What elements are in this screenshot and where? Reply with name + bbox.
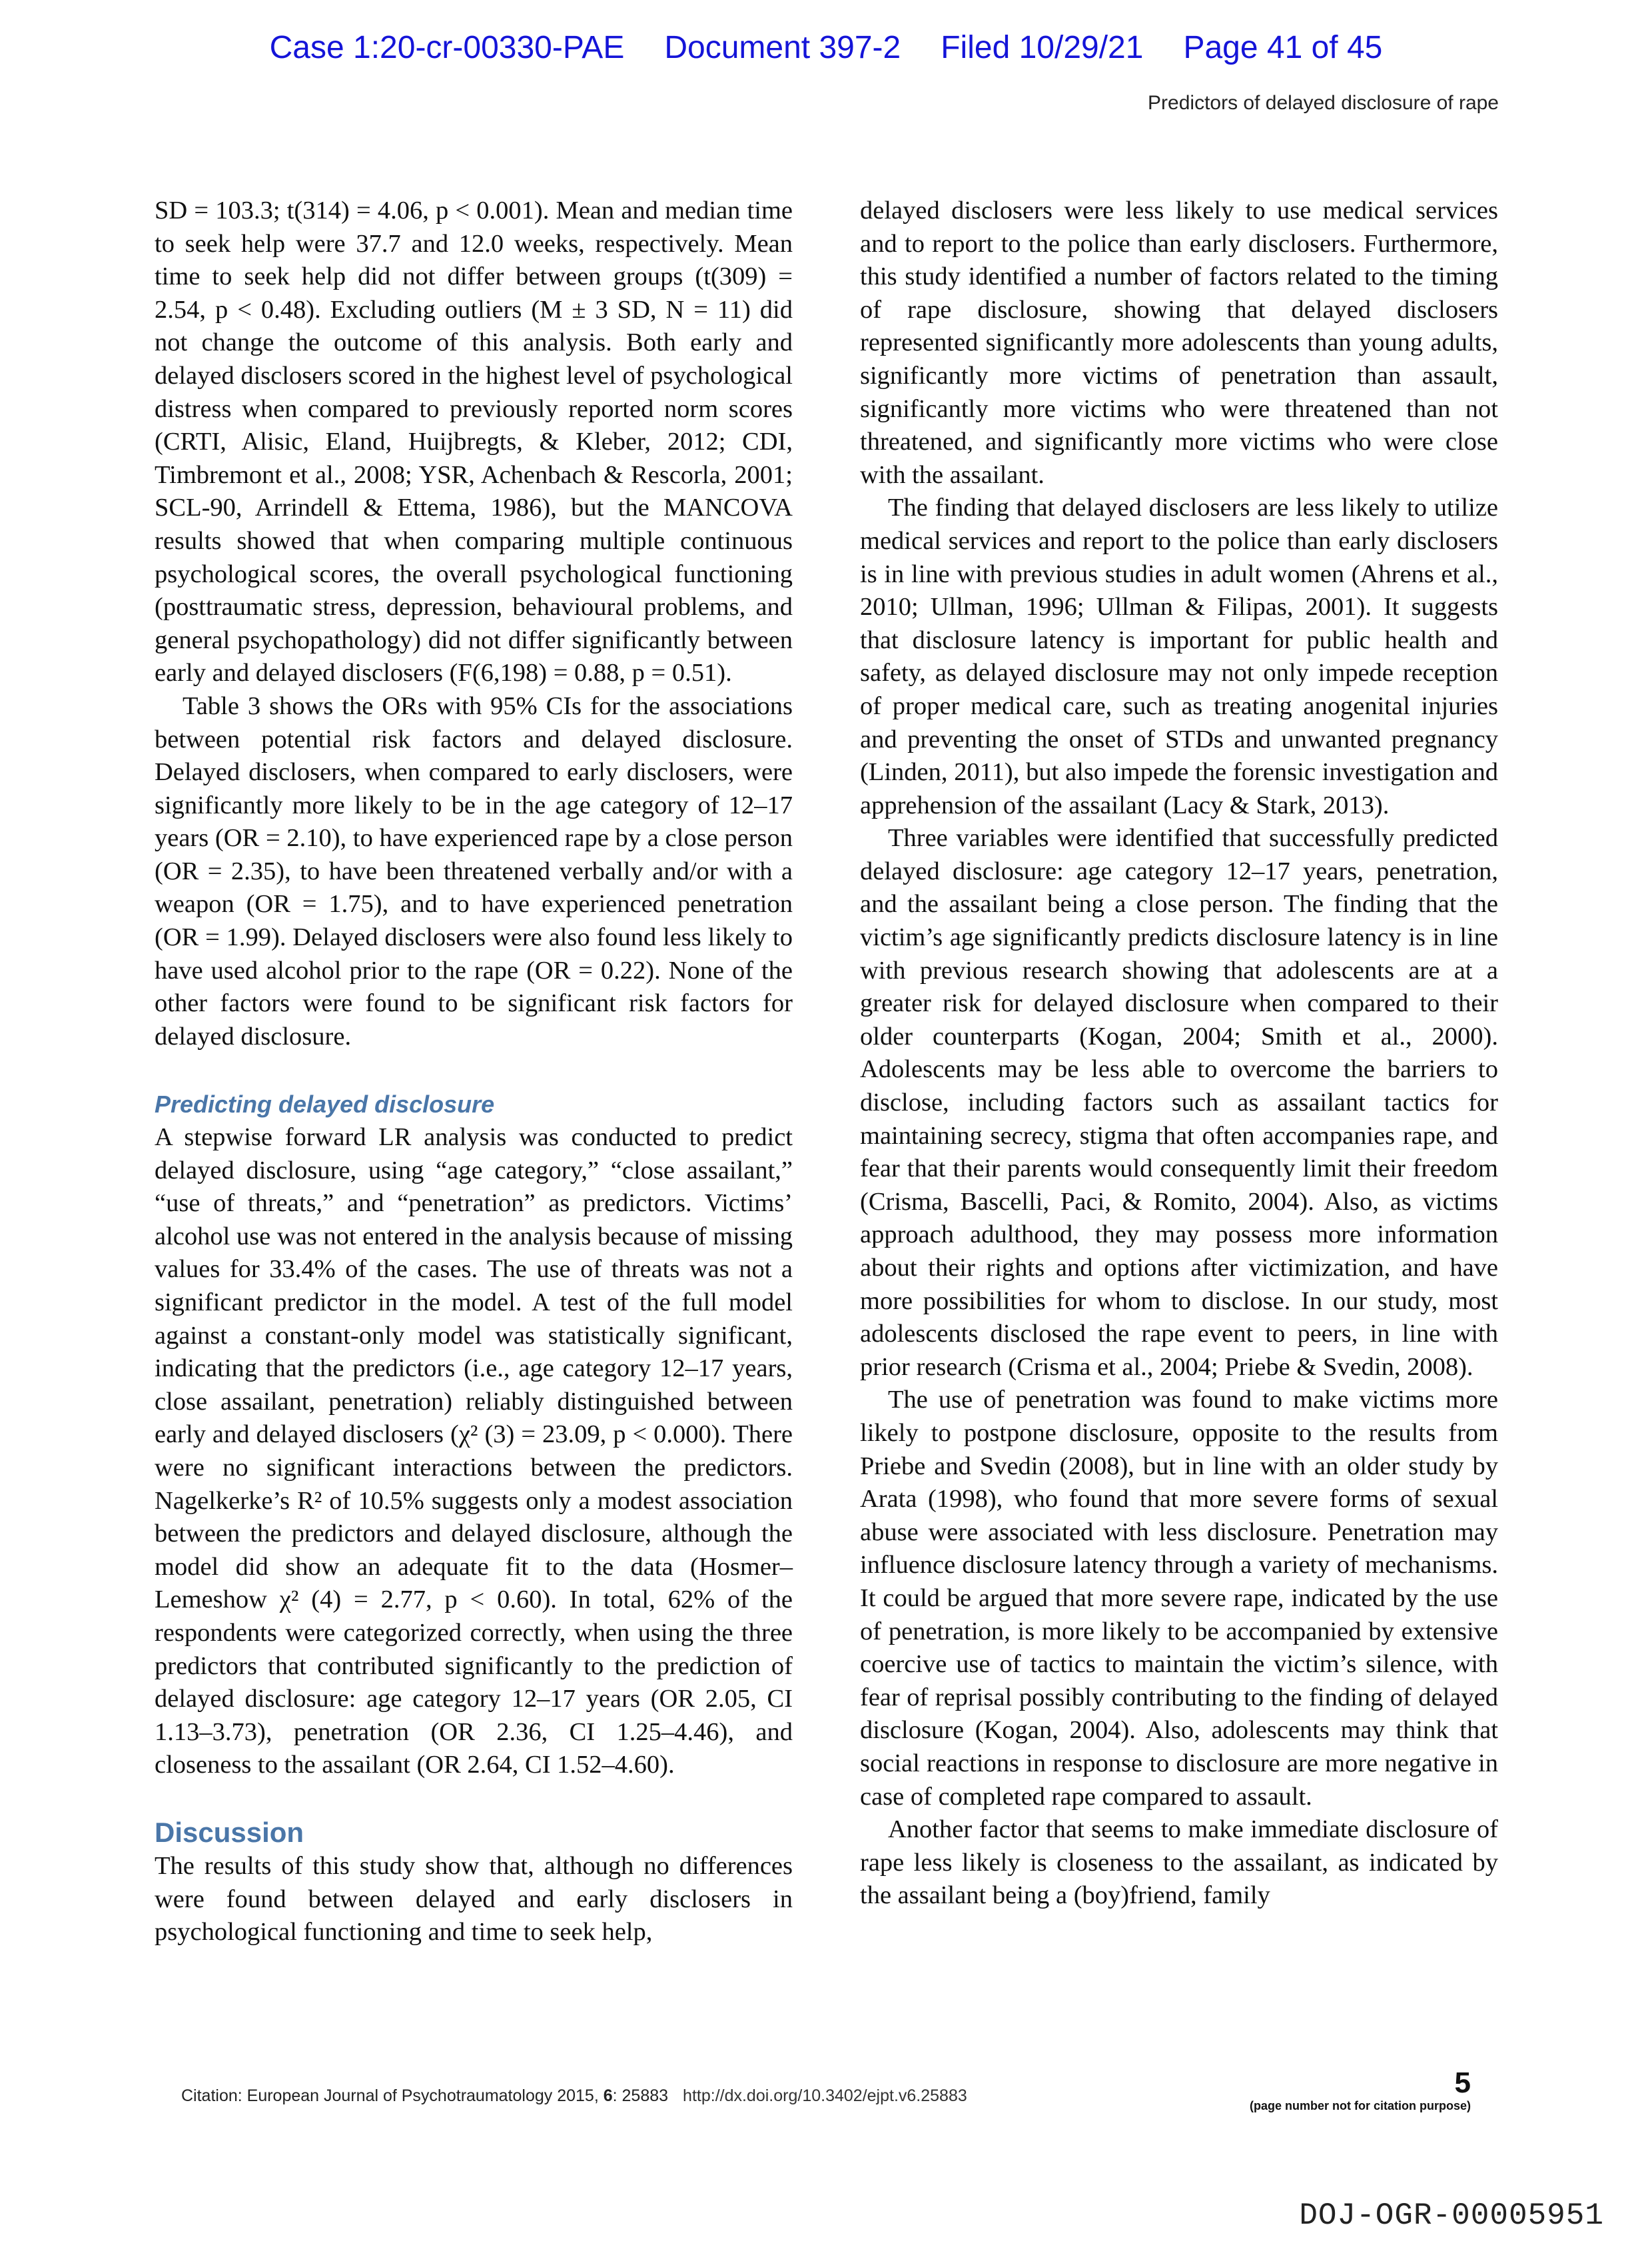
- paragraph: A stepwise forward LR analysis was conducted to predict delayed disclosure, using “age category,” “close assailant,” “use of threats,” and “penetration” as predictors. Victims’ alcohol use was not entered in the analysis because of missing values for 33.4% of the cases. The use of threats was not a significant predictor in the model. A test of the full model against a constant-only model was statistically significant, indicating that the predictors (i.e., age category 12–17 years, close assailant, penetration) reliably distinguished between early and delayed disclosers (χ² (3) = 23.09, p < 0.000). There were no significant interactions between the predictors. Nagelkerke’s R² of 10.5% suggests only a modest association between the predictors and delayed disclosure, although the model did show an adequate fit to the data (Hosmer–Lemeshow χ² (4) = 2.77, p < 0.60). In total, 62% of the respondents were categorized correctly, when using the three predictors that contributed significantly to the prediction of delayed disclosure: age category 12–17 years (OR 2.05, CI 1.13–3.73), penetration (OR 2.36, CI 1.25–4.46), and closeness to the assailant (OR 2.64, CI 1.52–4.60).: [155, 1123, 793, 1779]
- filed-date: Filed 10/29/21: [941, 30, 1144, 65]
- paragraph: The use of penetration was found to make victims more likely to postpone disclosure, opposite to the results from Priebe and Svedin (2008), but in line with an older study by Arata (1998), who found that more severe forms of sexual abuse were associated with less disclosure. Penetration may influence disclosure latency through a variety of mechanisms. It could be argued that more severe rape, indicated by the use of penetration, is more likely to be accompanied by extensive coercive use of tactics to maintain the victim’s silence, with fear of reprisal possibly contributing to the finding of delayed disclosure (Kogan, 2004). Also, adolescents may think that social reactions in response to disclosure are more negative in case of completed rape compared to assault.: [860, 1386, 1498, 1811]
- page-number-note: (page number not for citation purpose): [1250, 2099, 1471, 2112]
- court-filing-stamp: [0, 29, 1652, 66]
- citation-suffix: : 25883: [612, 2086, 669, 2105]
- paragraph: Three variables were identified that successfully predicted delayed disclosure: age category 12–17 years, penetration, and the assailant being a close person. The finding that the victim’s age significantly predicts disclosure latency is in line with previous research showing that adolescents are at a greater risk for delayed disclosure when compared to their older counterparts (Kogan, 2004; Smith et al., 2000). Adolescents may be less able to overcome the barriers to disclose, including factors such as assailant tactics for maintaining secrecy, stigma that often accompanies rape, and fear that their parents would consequently limit their freedom (Crisma, Bascelli, Paci, & Romito, 2004). Also, as victims approach adulthood, they may possess more information about their rights and options after victimization, and have more possibilities for whom to disclose. In our study, most adolescents disclosed the rape event to peers, in line with prior research (Crisma et al., 2004; Priebe & Svedin, 2008).: [860, 824, 1498, 1381]
- case-number: Case 1:20-cr-00330-PAE: [269, 30, 625, 65]
- subsection-heading: Predicting delayed disclosure: [155, 1091, 495, 1119]
- right-column: [860, 195, 1498, 1913]
- paragraph: SD = 103.3; t(314) = 4.06, p < 0.001). Mean and median time to seek help were 37.7 and 12.0 weeks, respectively. Mean time to seek help did not differ between groups (t(309) = 2.54, p < 0.48). Excluding outliers (M ± 3 SD, N = 11) did not change the outcome of this analysis. Both early and delayed disclosers scored in the highest level of psychological distress when compared to previously reported norm scores (CRTI, Alisic, Eland, Huijbregts, & Kleber, 2012; CDI, Timbremont et al., 2008; YSR, Achenbach & Rescorla, 2001; SCL-90, Arrindell & Ettema, 1986), but the MANCOVA results showed that when comparing multiple continuous psychological scores, the overall psychological functioning (posttraumatic stress, depression, behavioural problems, and general psychopathology) did not differ significantly between early and delayed disclosers (F(6,198) = 0.88, p = 0.51).: [155, 197, 793, 687]
- bates-number: DOJ-OGR-00005951: [1299, 2198, 1604, 2233]
- left-column: [155, 195, 793, 1949]
- paragraph: The finding that delayed disclosers are less likely to utilize medical services and report to the police than early disclosers is in line with previous studies in adult women (Ahrens et al., 2010; Ullman, 1996; Ullman & Filipas, 2001). It suggests that disclosure latency is important for public health and safety, as delayed disclosure may not only impede reception of proper medical care, such as treating anogenital injuries and preventing the onset of STDs and unwanted pregnancy (Linden, 2011), but also impede the forensic investigation and apprehension of the assailant (Lacy & Stark, 2013).: [860, 494, 1498, 819]
- paragraph: delayed disclosers were less likely to use medical services and to report to the police than early disclosers. Furthermore, this study identified a number of factors related to the timing of rape disclosure, showing that delayed disclosers represented significantly more adolescents than young adults, significantly more victims of penetration than assault, significantly more victims who were threatened than not threatened, and significantly more victims who were close with the assailant.: [860, 197, 1498, 489]
- document-number: Document 397-2: [664, 30, 901, 65]
- paragraph: Table 3 shows the ORs with 95% CIs for the associations between potential risk factors and delayed disclosure. Delayed disclosers, when compared to early disclosers, were significantly more likely to be in the age category of 12–17 years (OR = 2.10), to have experienced rape by a close person (OR = 2.35), to have been threatened verbally and/or with a weapon (OR = 1.75), and to have experienced penetration (OR = 1.99). Delayed disclosers were also found less likely to have used alcohol prior to the rape (OR = 0.22). None of the other factors were found to be significant risk factors for delayed disclosure.: [155, 691, 793, 1051]
- running-head: Predictors of delayed disclosure of rape: [1148, 92, 1499, 114]
- page-number: 5: [1454, 2066, 1471, 2099]
- citation-volume: 6: [603, 2086, 613, 2105]
- page-number-block: [1250, 2068, 1471, 2113]
- page-of-total: Page 41 of 45: [1183, 30, 1383, 65]
- citation-prefix: Citation: European Journal of Psychotraumatology 2015,: [181, 2086, 604, 2105]
- doi-link[interactable]: http://dx.doi.org/10.3402/ejpt.v6.25883: [683, 2086, 967, 2105]
- paragraph: The results of this study show that, although no differences were found between delayed and early disclosers in psychological functioning and time to seek help,: [155, 1851, 793, 1947]
- paragraph: Another factor that seems to make immediate disclosure of rape less likely is closeness to the assailant, as indicated by the assailant being a (boy)friend, family: [860, 1815, 1498, 1910]
- citation-footer: [181, 2086, 967, 2106]
- section-heading: Discussion: [155, 1816, 304, 1848]
